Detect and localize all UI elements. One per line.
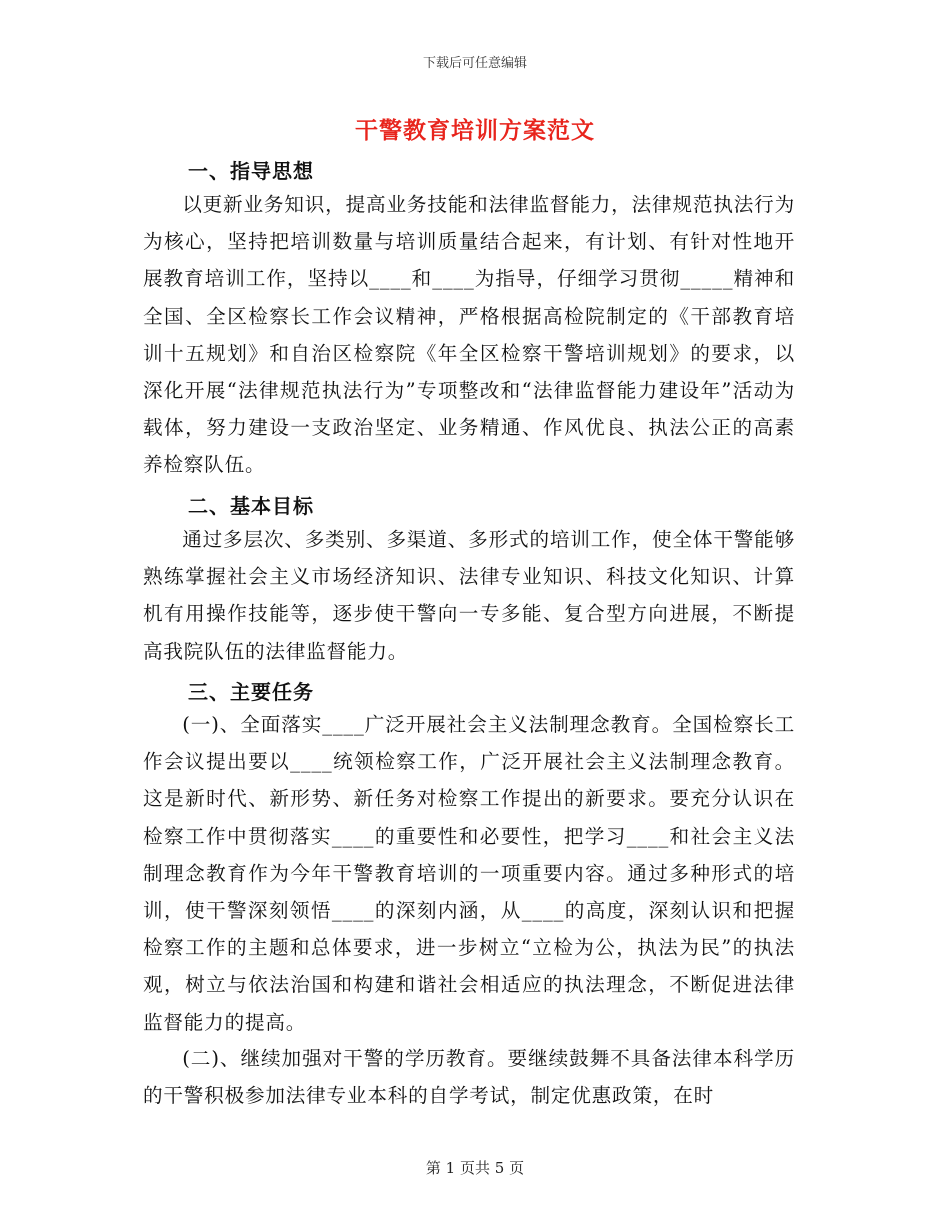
- section-paragraph-main-tasks-2: (二)、继续加强对干警的学历教育。要继续鼓舞不具备法律本科学历的干警积极参加法律专业本科的自学考试，制定优惠政策，在时: [143, 1047, 795, 1108]
- document-title: 干警教育培训方案范文: [355, 117, 595, 144]
- section-heading-guiding-ideology: 一、指导思想: [188, 159, 314, 183]
- page-header-note: 下载后可任意编辑: [422, 56, 527, 71]
- section-paragraph-basic-goals: 通过多层次、多类别、多渠道、多形式的培训工作，使全体干警能够熟练掌握社会主义市场经济知识、法律专业知识、科技文化知识、计算机有用操作技能等，逐步使干警向一专多能、复合型方向进展，不断提高我院队伍的法律监督能力。: [143, 528, 795, 663]
- section-paragraph-main-tasks-1: (一)、全面落实____广泛开展社会主义法制理念教育。全国检察长工作会议提出要以____统领检察工作，广泛开展社会主义法制理念教育。这是新时代、新形势、新任务对检察工作提出的新要求。要充分认识在检察工作中贯彻落实____的重要性和必要性，把学习____和社会主义法制理念教育作为今年干警教育培训的一项重要内容。通过多种形式的培训，使干警深刻领悟____的深刻内涵，从____的高度，深刻认识和把握检察工作的主题和总体要求，进一步树立“立检为公，执法为民”的执法观，树立与依法治国和构建和谐社会相适应的执法理念，不断促进法律监督能力的提高。: [143, 713, 795, 1034]
- section-heading-basic-goals: 二、基本目标: [188, 494, 314, 518]
- section-paragraph-guiding-ideology: 以更新业务知识，提高业务技能和法律监督能力，法律规范执法行为为核心，坚持把培训数量与培训质量结合起来，有计划、有针对性地开展教育培训工作，坚持以____和____为指导，仔细学习贯彻_____精神和全国、全区检察长工作会议精神，严格根据高检院制定的《干部教育培训十五规划》和自治区检察院《年全区检察干警培训规划》的要求，以深化开展“法律规范执法行为”专项整改和“法律监督能力建设年”活动为载体，努力建设一支政治坚定、业务精通、作风优良、执法公正的高素养检察队伍。: [143, 193, 795, 477]
- page-number-footer: 第 1 页共 5 页: [425, 1159, 525, 1177]
- section-heading-main-tasks: 三、主要任务: [188, 680, 314, 704]
